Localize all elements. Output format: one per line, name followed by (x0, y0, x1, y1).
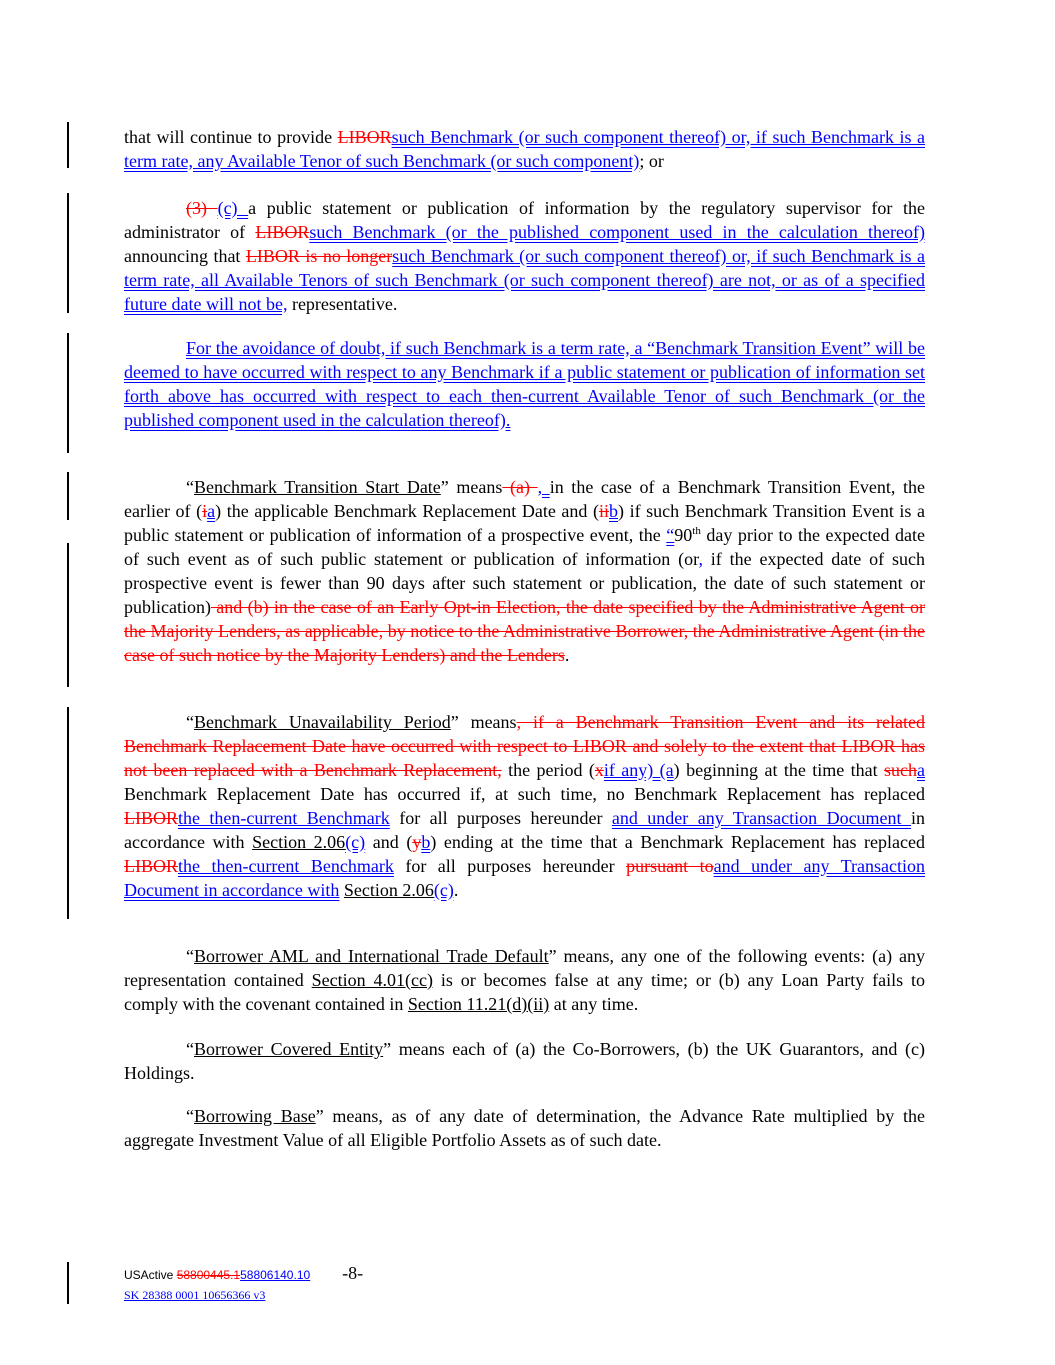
text-run: ” means, as of any date of determination, the Advance Rate multiplied by the aggregate Investment Value of all Eligible Portfolio Assets as of such date. (124, 1106, 926, 1150)
change-bar (67, 707, 69, 919)
deleted-text: x (594, 760, 604, 780)
inserted-text: (c) (345, 832, 366, 852)
inserted-text: a (207, 501, 216, 521)
text-run: is or becomes false at any time; or (b) any Loan Party fails to comply with the covenant contained in (124, 970, 925, 1014)
text-run: the period ( (501, 760, 595, 780)
change-bar (67, 472, 69, 520)
inserted-text: (c) (433, 880, 454, 900)
text-run: and ( (365, 832, 413, 852)
inserted-text: a (917, 760, 926, 780)
text-run: ) beginning at the time that (673, 760, 885, 780)
deleted-text: (a) (502, 477, 538, 497)
inserted-text: , (698, 549, 703, 569)
inserted-text: (c) (217, 198, 249, 218)
defined-term: Borrowing Base (194, 1106, 316, 1126)
deleted-text: LIBOR (255, 222, 310, 242)
text-run: Benchmark Replacement Date has occurred if, at such time, no Benchmark Replacement has replaced (124, 784, 925, 804)
deleted-text: ii (598, 501, 609, 521)
text-run: that will continue to provide (124, 127, 338, 147)
text-run: at any time. (549, 994, 639, 1014)
sk-doc-id: SK 28388 0001 10656366 v3 (124, 1288, 266, 1302)
text-run: . (453, 880, 459, 900)
inserted-text: b (609, 501, 618, 521)
defined-term: Borrower AML and International Trade Default (194, 946, 549, 966)
definition-benchmark-transition-start-date (124, 475, 925, 667)
deleted-text: , if a Benchmark Transition Event and its related Benchmark Replacement Date have occurred with respect to LIBOR and solely to the extent that LIBOR has not been replaced with a Benchmark Replacement, (124, 712, 926, 780)
text-run: if the expected date of such prospective event is fewer than 90 days after such statement or publication, the date of such statement or publication) (124, 549, 925, 617)
inserted-text: the then-current Benchmark (178, 856, 394, 876)
definition-borrowing-base (124, 1104, 925, 1152)
deleted-text: LIBOR is no longer (245, 246, 393, 266)
inserted-text: if any) (a (603, 760, 674, 780)
definition-benchmark-unavailability-period (124, 710, 925, 902)
change-bar (67, 193, 69, 313)
text-run: “ (186, 1106, 194, 1126)
inserted-text: “ (666, 525, 675, 545)
deleted-text: y (412, 832, 422, 852)
inserted-text: the then-current Benchmark (178, 808, 390, 828)
deleted-text: such (884, 760, 918, 780)
paragraph-avoidance-of-doubt (124, 336, 925, 432)
text-run: ) the applicable Benchmark Replacement Date and ( (215, 501, 599, 521)
inserted-text: such Benchmark (or such component thereof) or, if such Benchmark is a term rate, all Available Tenors of such Benchmark (or such component thereof) are not, or as of a specified future date will not be, (124, 246, 925, 314)
text-run: ) ending at the time that a Benchmark Replacement has replaced (430, 832, 925, 852)
text-run: ” means, any one of the following events: (a) any representation contained (124, 946, 926, 990)
deleted-text: LIBOR (124, 856, 178, 876)
section-reference: Section 11.21(d)(ii) (407, 994, 550, 1014)
text-run: for all purposes hereunder (389, 808, 612, 828)
deleted-text: pursuant to (626, 856, 714, 876)
text-run: ; or (639, 151, 664, 171)
defined-term: Benchmark Unavailability Period (194, 712, 451, 732)
deleted-text: and (b) in the case of an Early Opt-in Election, the date specified by the Administrative Agent or the Majority Lenders, as applicable, by notice to the Administrative Borrower, the Administrative Agent (in the case of such notice by the Majority Lenders) and the Lenders (124, 597, 925, 665)
definition-borrower-covered-entity (124, 1037, 925, 1085)
inserted-text: such Benchmark (or the published component used in the calculation thereof) (309, 222, 925, 242)
text-run: 90 (674, 525, 693, 545)
inserted-text: and under any Transaction Document in accordance with (124, 856, 925, 900)
text-run: ” means (450, 712, 517, 732)
text-run: ” means each of (a) the Co-Borrowers, (b) the UK Guarantors, and (c) Holdings. (124, 1039, 925, 1083)
defined-term: Borrower Covered Entity (194, 1039, 384, 1059)
text-run: for all purposes hereunder (393, 856, 627, 876)
text-run: “ (186, 712, 194, 732)
inserted-text: and under any Transaction Document (611, 808, 911, 828)
text-run: day prior to the expected date of such event as of such public statement or publication of information (or (124, 525, 925, 569)
paragraph-clause-c (124, 196, 925, 316)
deleted-text: (3) (186, 198, 218, 218)
text-run: . (564, 645, 570, 665)
text-run: a public statement or publication of information by the regulatory supervisor for the administrator of (124, 198, 925, 242)
text-run: ) if such Benchmark Transition Event is a public statement or publication of information of a prospective event, the (124, 501, 925, 545)
page-number: -8- (342, 1263, 364, 1283)
section-reference: Section 2.06 (343, 880, 434, 900)
footer-label: USActive (124, 1268, 177, 1282)
inserted-doc-id: 58806140.10 (240, 1268, 311, 1282)
paragraph-continuation (124, 125, 925, 173)
text-run: ” means (440, 477, 503, 497)
inserted-text: b (421, 832, 431, 852)
deleted-text: i (202, 501, 208, 521)
section-reference: Section 4.01(cc) (311, 970, 433, 990)
change-bar (67, 543, 69, 687)
defined-term: Benchmark Transition Start Date (194, 477, 441, 497)
deleted-doc-id: 58800445.1 (176, 1268, 241, 1282)
text-run: “ (186, 946, 194, 966)
text-run: representative. (287, 294, 398, 314)
text-run: announcing that (124, 246, 246, 266)
change-bar (67, 1262, 69, 1304)
text-run: “ (186, 1039, 194, 1059)
change-bar (67, 333, 69, 453)
inserted-text: such Benchmark (or such component thereof) or, if such Benchmark is a term rate, any Available Tenor of such Benchmark (or such component) (124, 127, 925, 171)
section-reference: Section 2.06 (252, 832, 346, 852)
text-run: in accordance with (124, 808, 925, 852)
text-run: “ (186, 477, 194, 497)
document-footer (124, 1265, 363, 1283)
change-bar (67, 122, 69, 168)
deleted-text: LIBOR (124, 808, 178, 828)
definition-borrower-aml-default (124, 944, 925, 1016)
deleted-text: LIBOR (337, 127, 392, 147)
inserted-text: For the avoidance of doubt, if such Benchmark is a term rate, a “Benchmark Transition Event” will be deemed to have occurred with respect to any Benchmark if a public statement or publication of information set forth above has occurred with respect to each then-current Available Tenor of such Benchmark (or the published component used in the calculation thereof). (124, 338, 925, 430)
inserted-text: , (537, 477, 550, 497)
superscript: th (692, 525, 701, 537)
text-run: in the case of a Benchmark Transition Event, the earlier of ( (124, 477, 925, 521)
